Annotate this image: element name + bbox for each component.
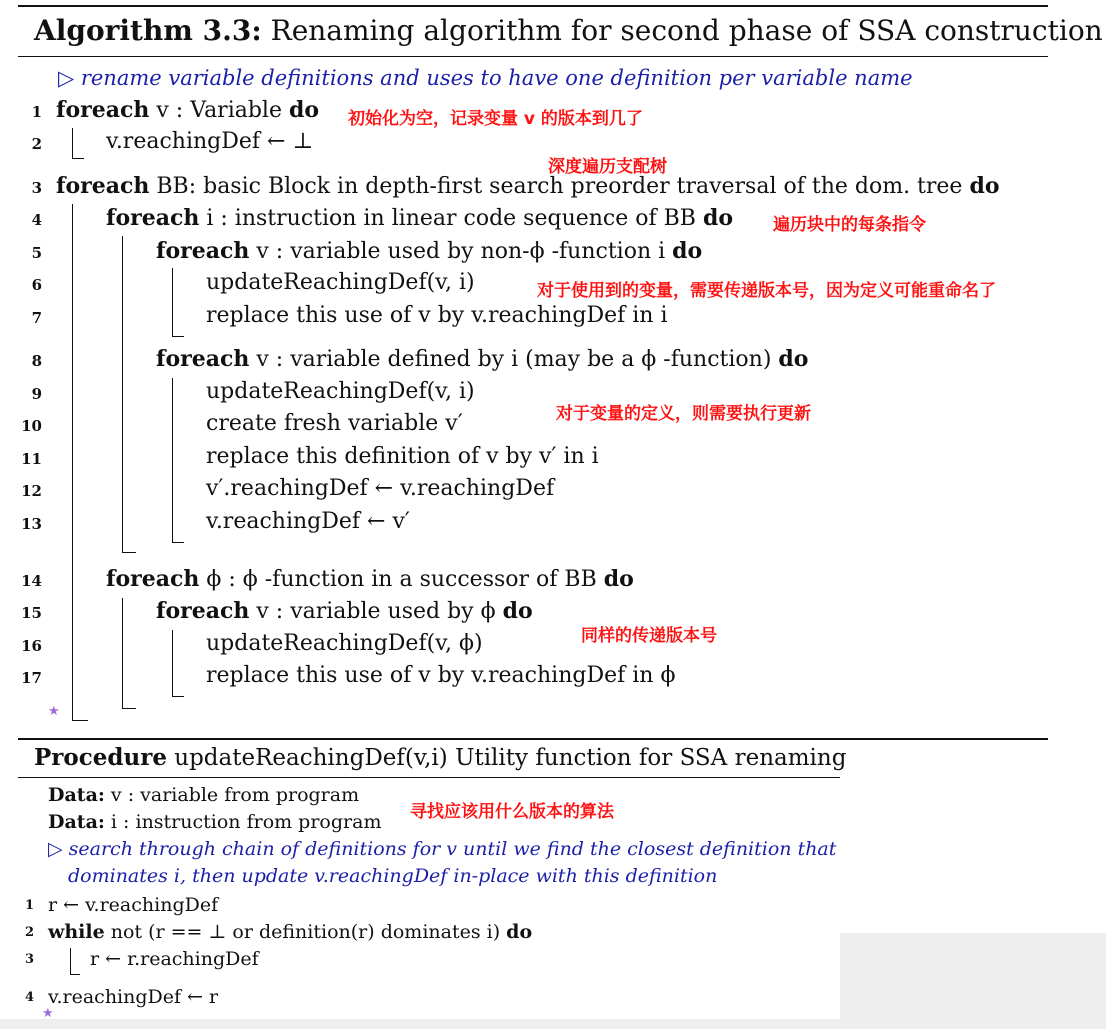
gray-background	[840, 933, 1106, 1029]
algorithm-line	[206, 443, 599, 471]
procedure-line	[48, 892, 218, 918]
line-number: 9	[31, 385, 42, 403]
line-number: 2	[31, 135, 42, 153]
block-bar-1	[72, 128, 73, 158]
title-rule	[18, 56, 1048, 57]
note-phi: 同样的传递版本号	[581, 626, 717, 646]
line-text: v : variable defined by i (may be a ϕ -function)	[249, 347, 779, 372]
line-number: 6	[31, 276, 42, 294]
line-text: v : variable used by ϕ	[249, 599, 503, 624]
algorithm-title-text: Renaming algorithm for second phase of SSA construction	[270, 14, 1103, 47]
line-text: v.reachingDef ← ⊥	[106, 129, 314, 154]
algorithm-line	[206, 662, 675, 690]
top-rule	[18, 5, 1048, 7]
line-text: ϕ : ϕ -function in a successor of BB	[199, 567, 604, 592]
keyword: do	[502, 598, 533, 624]
proc-bar-2-end	[70, 974, 80, 975]
block-bar-5-end	[172, 336, 184, 337]
procedure-title-rule	[18, 777, 840, 778]
algorithm-title	[34, 14, 1103, 47]
procedure-label: Procedure	[34, 744, 167, 771]
line-number: 16	[21, 637, 42, 655]
data2-label: Data:	[48, 811, 105, 833]
algorithm-line	[206, 630, 483, 658]
algorithm-line	[206, 410, 463, 438]
line-text: replace this definition of v by v′ in i	[206, 444, 599, 469]
procedure-data-1	[48, 782, 359, 808]
procedure-line	[48, 919, 532, 945]
line-number: 1	[31, 103, 42, 121]
keyword: foreach	[106, 566, 200, 592]
keyword: do	[702, 205, 734, 231]
procedure-line	[90, 946, 259, 972]
line-text: create fresh variable v′	[206, 411, 463, 436]
procedure-title-text: updateReachingDef(v,i) Utility function for SSA renaming	[174, 745, 847, 771]
gray-footer	[0, 1019, 1106, 1029]
line-text: v : variable used by non-ϕ -function i	[249, 239, 673, 264]
keyword: foreach	[156, 346, 250, 372]
procedure-title	[34, 743, 846, 773]
line-text: updateReachingDef(v, i)	[206, 379, 475, 404]
algorithm-line	[106, 565, 634, 594]
line-text: BB: basic Block in depth-first search preorder traversal of the dom. tree	[149, 174, 970, 199]
line-text: v.reachingDef ← r	[48, 986, 219, 1008]
note-procedure: 寻找应该用什么版本的算法	[410, 802, 614, 822]
keyword: foreach	[156, 598, 250, 624]
algorithm-line	[156, 237, 702, 266]
block-bar-4	[122, 236, 123, 552]
line-number: 7	[31, 309, 42, 327]
line-text: r ← v.reachingDef	[48, 894, 219, 916]
procedure-top-rule	[18, 738, 1048, 740]
line-text: r ← r.reachingDef	[90, 948, 259, 970]
line-text: replace this use of v by v.reachingDef in ϕ	[206, 663, 676, 688]
keyword: foreach	[106, 205, 200, 231]
algorithm-line	[56, 96, 319, 125]
algorithm-comment: ▷ rename variable definitions and uses to have one definition per variable name	[58, 66, 913, 90]
note-init: 初始化为空，记录变量 v 的版本到几了	[348, 109, 643, 129]
line-number: 15	[21, 604, 42, 622]
line-number: 1	[24, 898, 34, 913]
block-bar-4-end	[122, 552, 136, 553]
line-number: 12	[21, 482, 42, 500]
data1-label: Data:	[48, 784, 105, 806]
line-number: 14	[21, 572, 42, 590]
block-bar-14	[122, 598, 123, 708]
line-text: v.reachingDef ← v′	[206, 509, 410, 534]
note-def: 对于变量的定义，则需要执行更新	[556, 404, 811, 424]
block-bar-3	[72, 204, 73, 720]
algorithm-line	[206, 269, 475, 297]
procedure-data-2	[48, 809, 381, 835]
keyword: do	[778, 346, 809, 372]
block-bar-8	[172, 378, 173, 542]
line-number: 3	[31, 179, 42, 197]
line-number: 3	[24, 952, 34, 967]
note-dfs: 深度遍历支配树	[548, 157, 667, 177]
algorithm-line	[206, 508, 410, 536]
line-number: 4	[24, 990, 34, 1005]
line-number: 5	[31, 244, 42, 262]
block-bar-15	[172, 630, 173, 696]
algorithm-line	[206, 302, 667, 330]
star-icon: ★	[48, 704, 60, 719]
block-bar-15-end	[172, 696, 184, 697]
line-text: i : instruction in linear code sequence of BB	[199, 206, 703, 231]
note-use: 对于使用到的变量，需要传递版本号，因为定义可能重命名了	[537, 281, 996, 301]
keyword: do	[603, 566, 634, 592]
block-bar-8-end	[172, 542, 184, 543]
algorithm-line	[106, 204, 733, 233]
data2-text: i : instruction from program	[104, 811, 382, 833]
keyword: while	[48, 921, 105, 943]
algorithm-line	[56, 172, 1000, 201]
line-text: replace this use of v by v.reachingDef in i	[206, 303, 668, 328]
line-text: updateReachingDef(v, ϕ)	[206, 631, 483, 656]
algorithm-line	[106, 128, 313, 156]
procedure-comment-1: ▷ search through chain of definitions for v until we find the closest definition that	[48, 838, 837, 860]
algorithm-label: Algorithm 3.3:	[34, 14, 262, 47]
block-bar-5	[172, 268, 173, 336]
line-number: 4	[31, 211, 42, 229]
keyword: do	[969, 173, 1000, 199]
proc-bar-2	[70, 948, 71, 974]
line-number: 2	[24, 925, 34, 940]
line-number: 17	[21, 669, 42, 687]
star-icon-2: ★	[42, 1006, 54, 1021]
algorithm-line	[156, 345, 808, 374]
line-number: 10	[21, 417, 42, 435]
keyword: do	[506, 921, 533, 943]
line-text: v′.reachingDef ← v.reachingDef	[206, 476, 555, 501]
line-text: v : Variable	[149, 98, 289, 123]
procedure-line	[48, 984, 218, 1010]
algorithm-line	[206, 378, 475, 406]
keyword: foreach	[156, 238, 250, 264]
line-text: not (r == ⊥ or definition(r) dominates i)	[104, 921, 507, 943]
line-text: updateReachingDef(v, i)	[206, 270, 475, 295]
block-bar-14-end	[122, 708, 136, 709]
line-number: 11	[21, 450, 42, 468]
algorithm-line	[156, 597, 533, 626]
algorithm-line	[206, 475, 554, 503]
data1-text: v : variable from program	[104, 784, 360, 806]
block-bar-3-end	[72, 720, 88, 721]
keyword: foreach	[56, 173, 150, 199]
note-iterate: 遍历块中的每条指令	[773, 215, 926, 235]
line-number: 8	[31, 352, 42, 370]
line-number: 13	[21, 515, 42, 533]
keyword: do	[672, 238, 703, 264]
keyword: do	[288, 97, 320, 123]
procedure-comment-2: dominates i, then update v.reachingDef in-place with this definition	[68, 865, 718, 887]
block-bar-1-end	[72, 158, 84, 159]
keyword: foreach	[56, 97, 150, 123]
